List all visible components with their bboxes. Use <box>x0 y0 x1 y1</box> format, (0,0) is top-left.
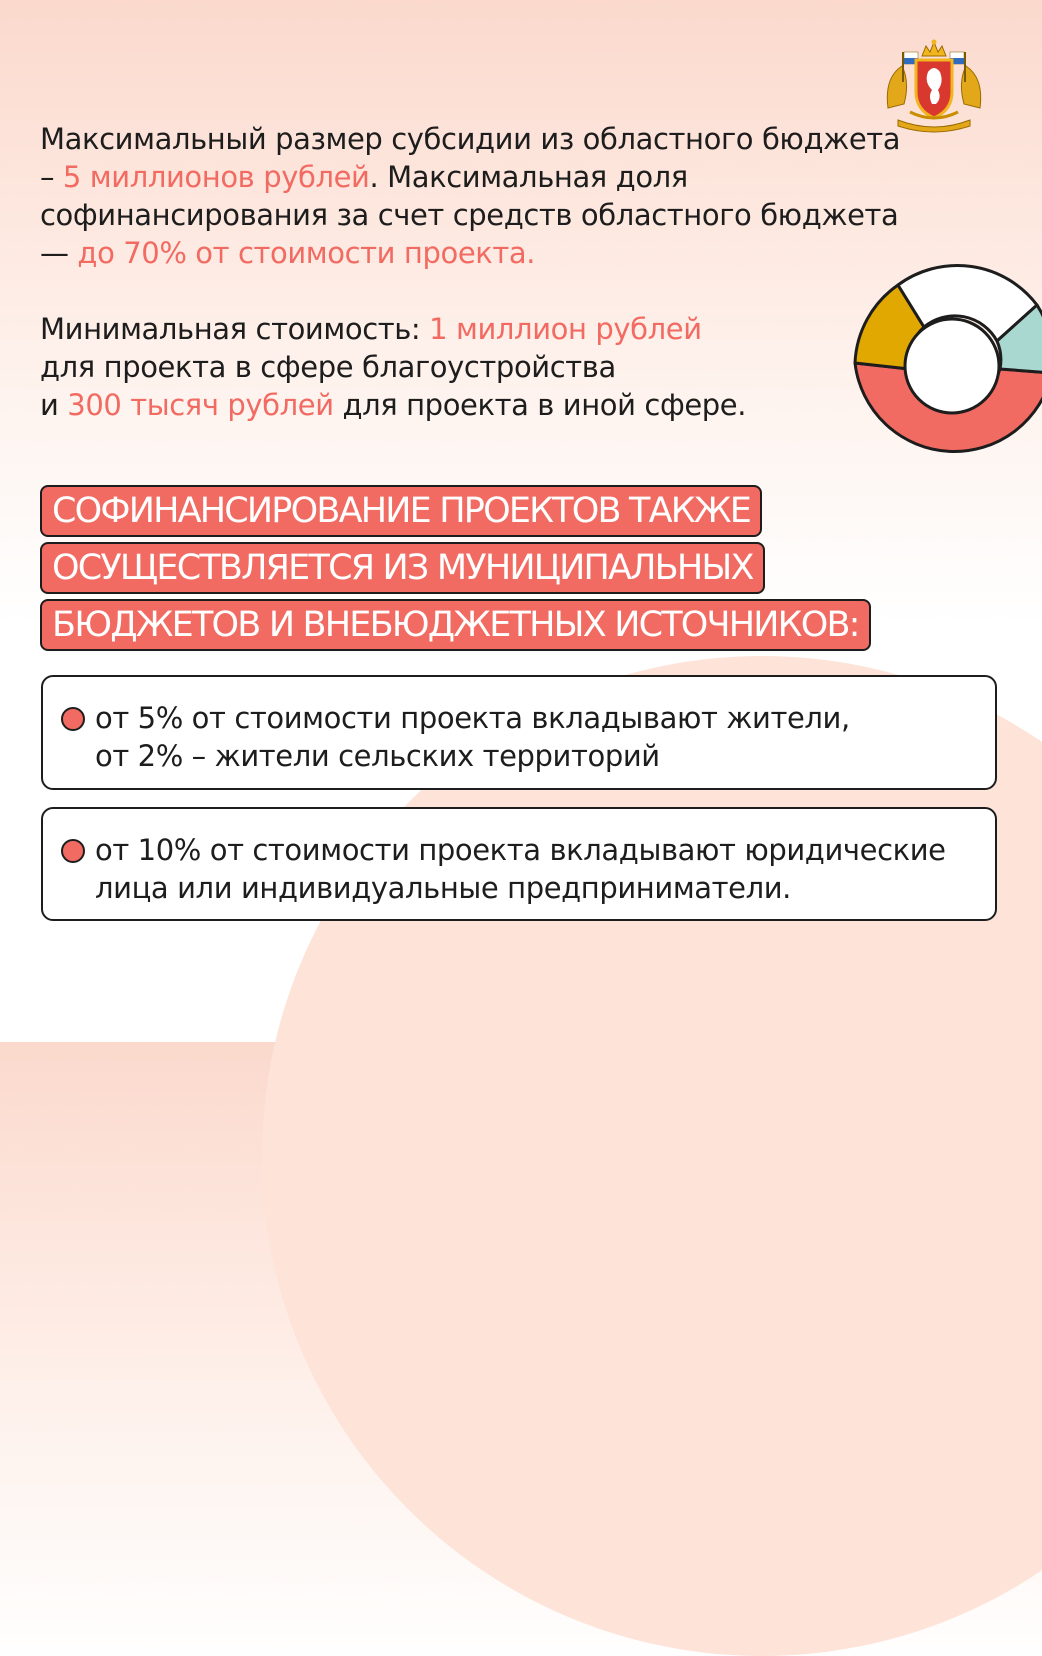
business-contribution-card <box>41 807 997 921</box>
residents-contribution-card <box>41 675 997 790</box>
card-line: от 10% от стоимости проекта вкладывают юридические <box>95 833 946 867</box>
card-line: от 5% от стоимости проекта вкладывают жители, <box>95 701 850 735</box>
banner-line-1: СОФИНАНСИРОВАНИЕ ПРОЕКТОВ ТАКЖЕ <box>40 485 762 537</box>
donut-chart-decoration <box>852 263 1042 469</box>
min-cost-highlight: 1 миллион рублей <box>429 312 702 346</box>
bullet-dot-icon <box>61 839 85 863</box>
background-blob <box>262 656 1042 1656</box>
max-share-highlight: до 70% от стоимости проекта. <box>77 236 536 270</box>
banner-line-3: БЮДЖЕТОВ И ВНЕБЮДЖЕТНЫХ ИСТОЧНИКОВ: <box>40 599 871 651</box>
min-cost-paragraph: Минимальная стоимость: 1 миллион рублей для проекта в сфере благоустройства и 300 тысяч рублей для проекта в иной сфере. <box>40 312 747 422</box>
intro-text <box>40 120 920 424</box>
bullet-dot-icon <box>61 707 85 731</box>
card-line: от 2% – жители сельских территорий <box>95 739 660 773</box>
card-line: лица или индивидуальные предприниматели. <box>95 871 792 905</box>
cofinancing-banner <box>40 485 871 656</box>
subsidy-paragraph: Максимальный размер субсидии из областного бюджета – 5 миллионов рублей. Максимальная доля софинансирования за счет средств областного бюджета — до 70% от стоимости проекта. <box>40 122 901 270</box>
other-sphere-highlight: 300 тысяч рублей <box>67 388 334 422</box>
max-subsidy-highlight: 5 миллионов рублей <box>62 160 370 194</box>
banner-line-2: ОСУЩЕСТВЛЯЕТСЯ ИЗ МУНИЦИПАЛЬНЫХ <box>40 542 765 594</box>
